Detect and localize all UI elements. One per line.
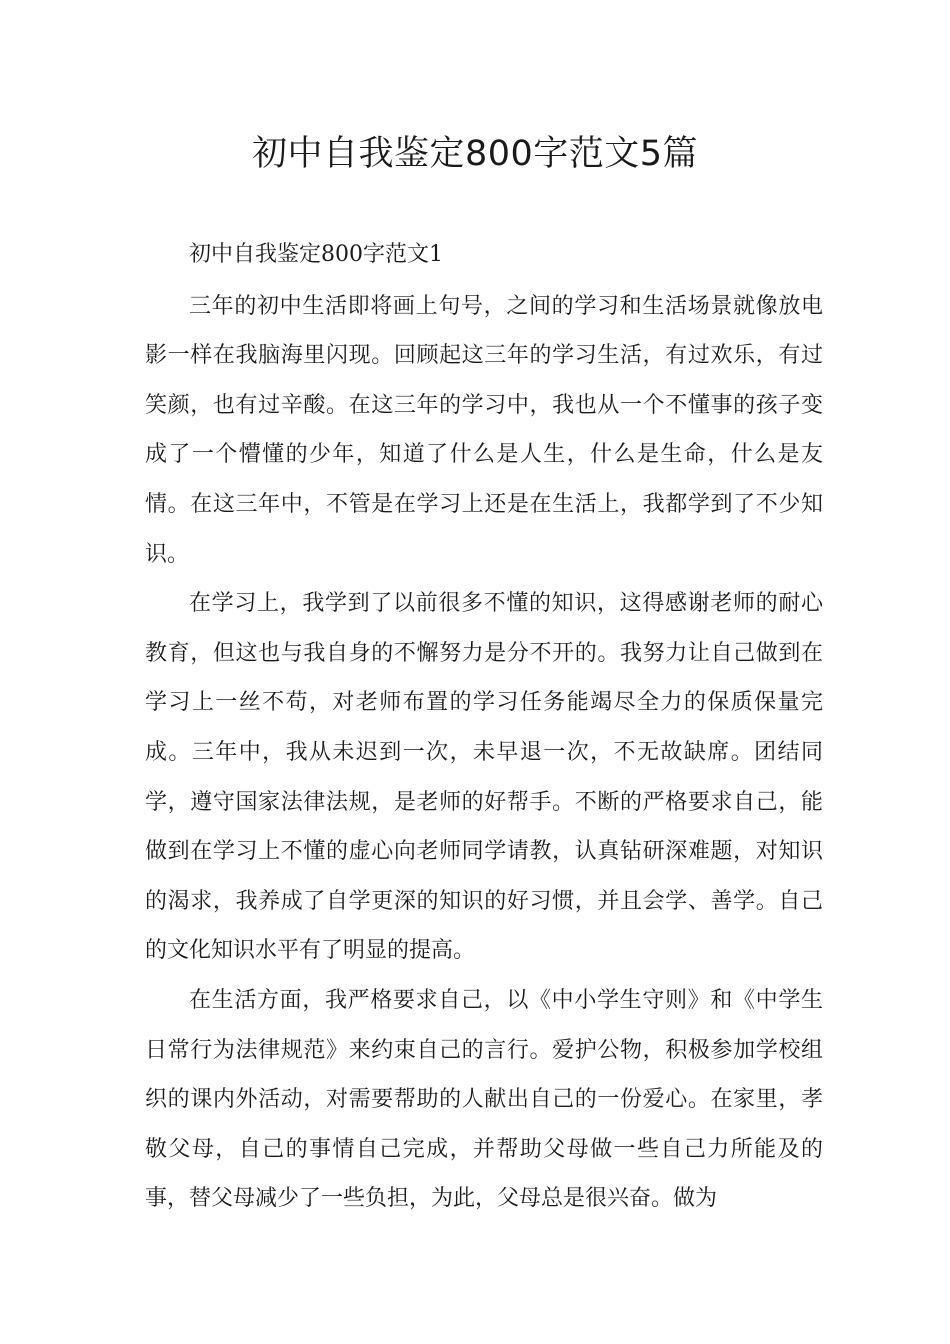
document-title: 初中自我鉴定800字范文5篇: [251, 134, 699, 174]
paragraph-2: 在学习上，我学到了以前很多不懂的知识，这得感谢老师的耐心教育，但这也与我自身的不懈努力是分不开的。我努力让自己做到在学习上一丝不苟，对老师布置的学习任务能竭尽全力的保质保量完成。三年中，我从未迟到一次，未早退一次，不无故缺席。团结同学，遵守国家法律法规，是老师的好帮手。不断的严格要求自己，能做到在学习上不懂的虚心向老师同学请教，认真钻研深难题，对知识的渴求，我养成了自学更深的知识的好习惯，并且会学、善学。自己的文化知识水平有了明显的提高。: [145, 591, 823, 964]
paragraph-1: 三年的初中生活即将画上句号，之间的学习和生活场景就像放电影一样在我脑海里闪现。回顾起这三年的学习生活，有过欢乐，有过笑颜，也有过辛酸。在这三年的学习中，我也从一个不懂事的孩子变成了一个懵懂的少年，知道了什么是人生，什么是生命，什么是友情。在这三年中，不管是在学习上还是在生活上，我都学到了不少知识。: [145, 293, 823, 567]
document-body: [145, 230, 823, 1224]
section-heading: 初中自我鉴定800字范文1: [189, 242, 443, 267]
paragraph-3: 在生活方面，我严格要求自己，以《中小学生守则》和《中学生日常行为法律规范》来约束自己的言行。爱护公物，积极参加学校组织的课内外活动，对需要帮助的人献出自己的一份爱心。在家里，孝敬父母，自己的事情自己完成，并帮助父母做一些自己力所能及的事，替父母减少了一些负担，为此，父母总是很兴奋。做为: [145, 987, 823, 1212]
